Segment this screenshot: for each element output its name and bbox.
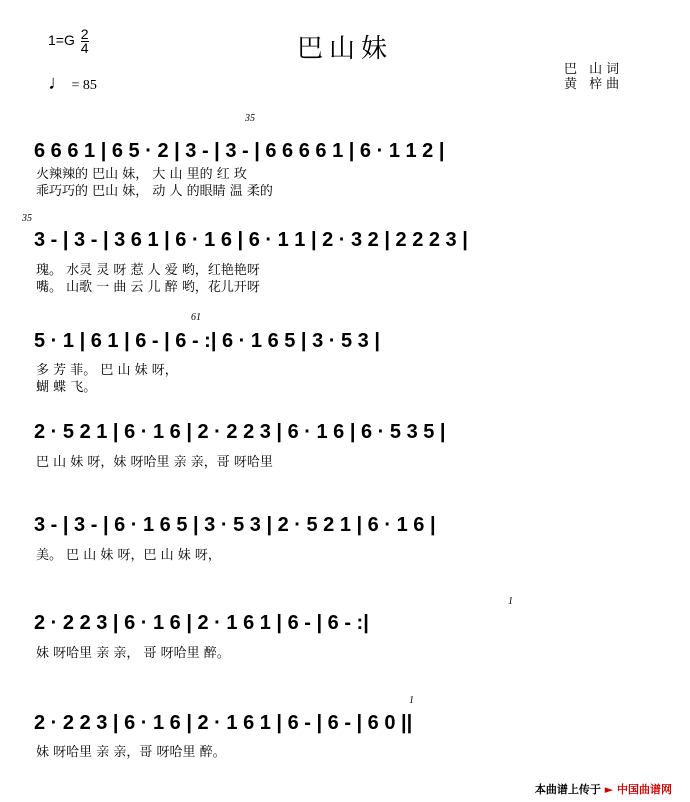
- row-7: [34, 695, 414, 760]
- composer-credit: 黄 梓曲: [564, 77, 624, 92]
- row-2-notes: 3 - | 3 - | 3 6 1 | 6 · 1 6 | 6 · 1 1 | 2 · 3 2 | 2 2 2 3 |: [34, 229, 468, 251]
- row-7-marker: 1: [409, 695, 414, 706]
- row-6-marker: 1: [508, 596, 513, 607]
- row-1-lyrics-1: 火辣辣的 巴山 妹， 大 山 里的 红 玫: [36, 167, 247, 182]
- row-4: [34, 421, 446, 470]
- row-2: [21, 213, 468, 295]
- row-2-marker: 35: [22, 213, 32, 224]
- footer-brand: 中国曲谱网: [617, 783, 672, 796]
- row-1-lyrics-2: 乖巧巧的 巴山 妹， 动 人 的眼睛 温 柔的: [36, 184, 273, 199]
- footer-upload-note: [535, 781, 672, 797]
- row-1: [34, 113, 444, 199]
- staff-system: [21, 113, 513, 760]
- row-6-notes: 2 · 2 2 3 | 6 · 1 6 | 2 · 1 6 1 | 6 - | 6 - :|: [34, 612, 369, 634]
- meter-bottom: 4: [80, 40, 89, 56]
- meter-top: 2: [80, 26, 89, 42]
- row-5-notes: 3 - | 3 - | 6 · 1 6 5 | 3 · 5 3 | 2 · 5 2 1 | 6 · 1 6 |: [34, 514, 436, 536]
- row-7-lyrics-1: 妹 呀哈里 亲 亲，哥 呀哈里 醉。: [36, 745, 226, 760]
- row-3-marker: 61: [191, 312, 201, 323]
- row-4-notes: 2 · 5 2 1 | 6 · 1 6 | 2 · 2 2 3 | 6 · 1 6 | 6 · 5 3 5 |: [34, 421, 446, 443]
- row-4-lyrics-1: 巴 山 妹 呀，妹 呀哈里 亲 亲，哥 呀哈里: [36, 455, 273, 470]
- row-2-lyrics-2: 嘴。 山歌 一 曲 云 儿 醉 哟，花儿开呀: [36, 280, 260, 295]
- row-3-lyrics-1: 多 芳 菲。 巴 山 妹 呀，: [36, 363, 178, 378]
- footer-text: 本曲谱上传于: [534, 783, 601, 796]
- row-3-notes: 5 · 1 | 6 1 | 6 - | 6 - :| 6 · 1 6 5 | 3 · 5 3 |: [34, 330, 380, 352]
- row-7-notes: 2 · 2 2 3 | 6 · 1 6 | 2 · 1 6 1 | 6 - | 6 - | 6 0 ||: [34, 712, 413, 734]
- row-6-lyrics-1: 妹 呀哈里 亲 亲， 哥 呀哈里 醉。: [36, 646, 230, 661]
- row-5-lyrics-1: 美。 巴 山 妹 呀，巴 山 妹 呀，: [36, 548, 221, 563]
- lyricist-credit: 巴 山词: [564, 62, 624, 77]
- row-5: [34, 514, 436, 563]
- site-logo: ►: [604, 783, 614, 796]
- tempo-value: = 85: [71, 78, 97, 93]
- row-1-notes: 6 6 6 1 | 6 5 · 2 | 3 - | 3 - | 6 6 6 6 1 | 6 · 1 1 2 |: [34, 140, 445, 162]
- quarter-note-icon: ♩: [48, 72, 68, 94]
- row-3-lyrics-2: 蝴 蝶 飞。: [36, 380, 97, 395]
- song-title: 巴山妹: [296, 34, 393, 64]
- row-3: [34, 312, 380, 395]
- key-label: 1=G: [48, 32, 75, 49]
- row-2-lyrics-1: 瑰。 水灵 灵 呀 惹 人 爱 哟，红艳艳呀: [36, 263, 260, 278]
- row-6: [34, 596, 513, 661]
- row-1-marker: 35: [245, 113, 255, 124]
